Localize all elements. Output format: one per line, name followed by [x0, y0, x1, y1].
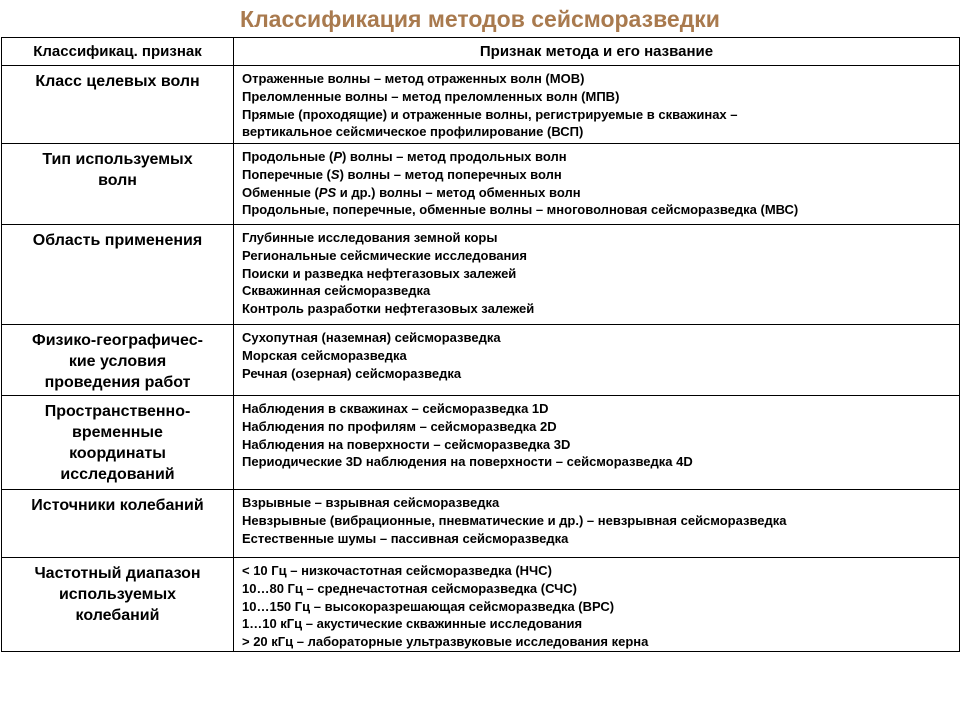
- row-category: [2, 396, 234, 490]
- wave-type-symbol: PS: [318, 184, 337, 200]
- row-category: [2, 225, 234, 325]
- table-row: [2, 396, 960, 490]
- method-line: > 20 кГц – лабораторные ультразвуковые исследования керна: [242, 634, 649, 650]
- row-methods: [234, 66, 960, 144]
- method-line: Скважинная сейсморазведка: [242, 283, 431, 299]
- method-line: Естественные шумы – пассивная сейсморазведка: [242, 530, 569, 546]
- method-text-part: Поперечные (: [242, 166, 331, 182]
- method-text-part: и др.) волны – метод обменных волн: [336, 184, 581, 200]
- header-classification-feature: Классификац. признак: [2, 38, 234, 66]
- method-line: Региональные сейсмические исследования: [242, 247, 527, 263]
- category-line: волн: [98, 172, 137, 189]
- method-line: Глубинные исследования земной коры: [242, 230, 498, 245]
- method-line: Взрывные – взрывная сейсморазведка: [242, 495, 500, 510]
- table-row: [2, 558, 960, 652]
- category-line: проведения работ: [44, 374, 191, 391]
- row-category: [2, 325, 234, 396]
- category-line: временные: [72, 424, 163, 441]
- wave-type-symbol: P: [333, 149, 342, 164]
- table-row: [2, 325, 960, 396]
- method-line: < 10 Гц – низкочастотная сейсморазведка (НЧС): [242, 563, 552, 578]
- table-header-row: [2, 38, 960, 66]
- method-line: Морская сейсморазведка: [242, 347, 407, 363]
- category-line: Пространственно-: [44, 403, 191, 420]
- category-line: Область применения: [32, 232, 203, 249]
- method-line: Периодические 3D наблюдения на поверхности – сейсморазведка 4D: [242, 454, 693, 470]
- category-line: исследований: [60, 466, 175, 483]
- table-row: [2, 225, 960, 325]
- row-category: [2, 558, 234, 652]
- method-line: Наблюдения на поверхности – сейсморазведка 3D: [242, 436, 571, 452]
- page-title: Классификация методов сейсморазведки: [240, 6, 720, 32]
- table-row: [2, 144, 960, 225]
- method-line: Речная (озерная) сейсморазведка: [242, 365, 462, 381]
- method-line: 10…150 Гц – высокоразрешающая сейсморазведка (ВРС): [242, 598, 615, 614]
- method-text-part: ) волны – метод поперечных волн: [339, 166, 562, 182]
- table-row: [2, 66, 960, 144]
- category-line: Класс целевых волн: [35, 73, 200, 90]
- category-line: координаты: [69, 445, 166, 462]
- row-methods: [234, 225, 960, 325]
- row-methods: [234, 490, 960, 558]
- method-line: 1…10 кГц – акустические скважинные исследования: [242, 616, 583, 632]
- method-line: Наблюдения по профилям – сейсморазведка 2D: [242, 418, 557, 434]
- method-line: Преломленные волны – метод преломленных волн (МПВ): [242, 88, 620, 104]
- method-line: Продольные, поперечные, обменные волны – многоволновая сейсморазведка (МВС): [242, 202, 799, 218]
- method-line: Наблюдения в скважинах – сейсморазведка 1D: [242, 401, 549, 416]
- method-line: 10…80 Гц – среднечастотная сейсморазведка (СЧС): [242, 580, 577, 596]
- category-line: используемых: [58, 586, 177, 603]
- table-row: [2, 490, 960, 558]
- classification-table: [1, 37, 960, 652]
- method-text-part: Обменные (: [242, 184, 319, 200]
- method-line: Поиски и разведка нефтегазовых залежей: [242, 265, 517, 281]
- method-line: Отраженные волны – метод отраженных волн (МОВ): [242, 71, 585, 86]
- category-line: Физико-географичес-: [32, 332, 203, 349]
- method-line: Прямые (проходящие) и отраженные волны, регистрируемые в скважинах –: [242, 106, 738, 122]
- row-category: [2, 66, 234, 144]
- category-line: Частотный диапазон: [34, 565, 201, 582]
- row-methods: [234, 396, 960, 490]
- row-category: [2, 144, 234, 225]
- row-methods: [234, 144, 960, 225]
- row-methods: [234, 325, 960, 396]
- row-methods: [234, 558, 960, 652]
- category-line: Тип используемых: [42, 151, 193, 168]
- method-line: [242, 148, 953, 166]
- method-text-part: Продольные (: [242, 149, 334, 164]
- method-line: Сухопутная (наземная) сейсморазведка: [242, 330, 501, 345]
- header-method-feature-and-name: Признак метода и его название: [234, 38, 960, 66]
- category-line: колебаний: [75, 607, 160, 624]
- method-text-part: ) волны – метод продольных волн: [341, 149, 567, 164]
- method-line: [242, 166, 953, 184]
- method-line: Невзрывные (вибрационные, пневматические и др.) – невзрывная сейсморазведка: [242, 512, 787, 528]
- wave-type-symbol: S: [330, 166, 340, 182]
- row-category: [2, 490, 234, 558]
- method-line: вертикальное сейсмическое профилирование (ВСП): [242, 124, 584, 140]
- category-line: Источники колебаний: [31, 497, 204, 514]
- category-line: кие условия: [68, 353, 167, 370]
- method-line: Контроль разработки нефтегазовых залежей: [242, 301, 535, 317]
- method-line: [242, 184, 953, 202]
